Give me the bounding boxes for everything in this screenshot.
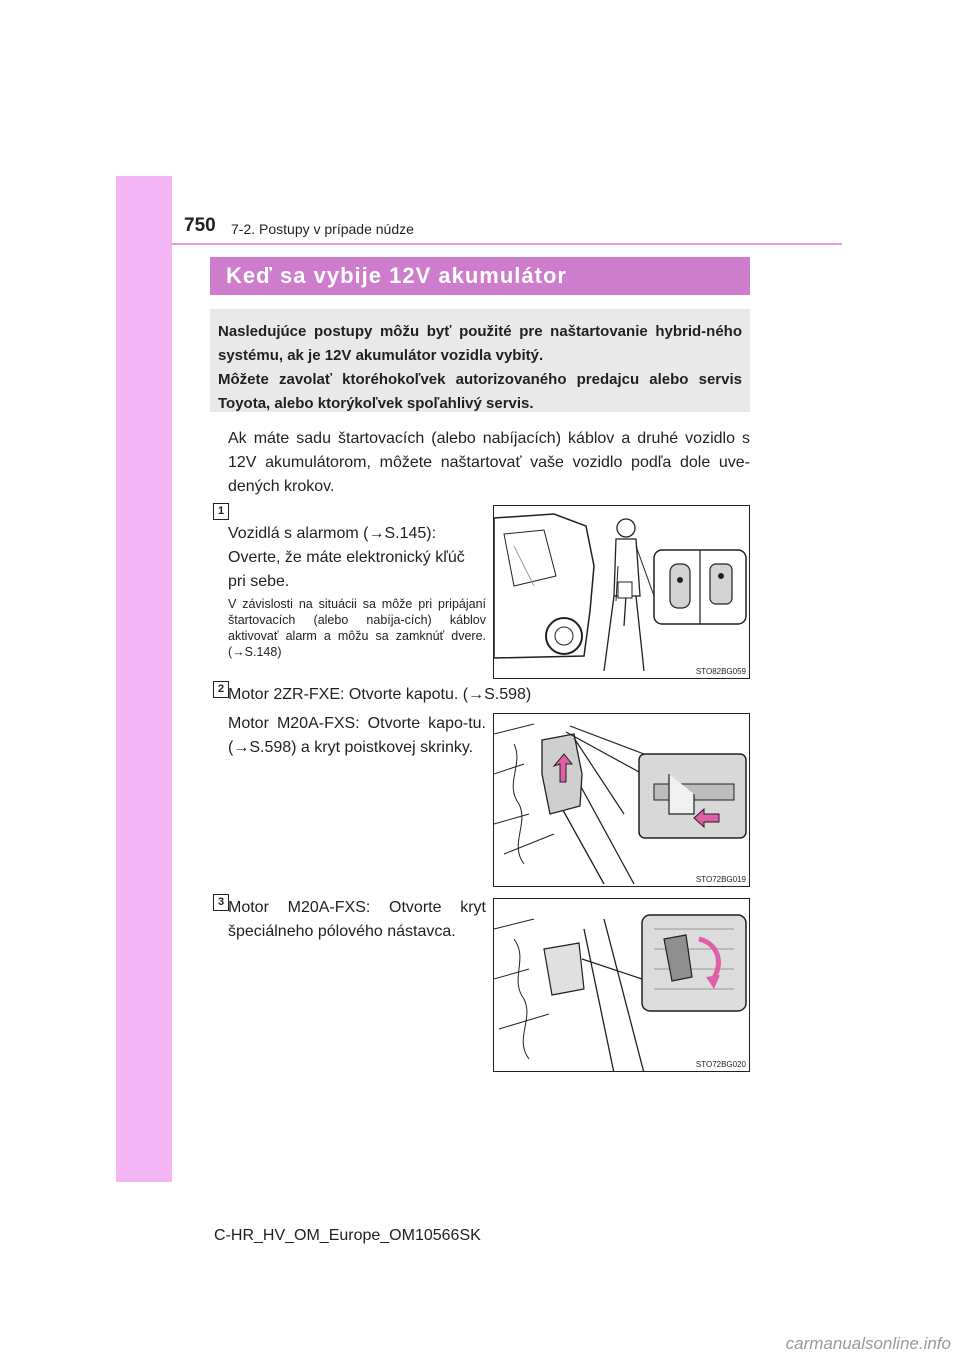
figure-code-2: STO72BG019 [695,875,746,884]
figure-terminal-cover-drawing [494,899,750,1072]
figure-code-3: STO72BG020 [695,1060,746,1069]
manual-id: C-HR_HV_OM_Europe_OM10566SK [214,1227,481,1244]
chapter-title: 7-2. Postupy v prípade núdze [231,221,414,237]
step-number-2: 2 [213,681,229,698]
intro-line-2: Môžete zavolať ktoréhokoľvek autorizovaného predajcu alebo servis Toyota, alebo ktorýkoľvek spoľahlivý servis. [218,371,742,412]
watermark: carmanualsonline.info [785,1334,951,1353]
figure-key-check-drawing [494,506,750,679]
step-2-text-a: Motor 2ZR-FXE: Otvorte kapotu. (→S.598) [228,686,532,703]
header-divider [172,243,842,245]
step-3-text: Motor M20A-FXS: Otvorte kryt špeciálneho pólového nástavca. [228,899,486,940]
figure-fuse-box [493,713,750,887]
section-title-bar [210,257,750,295]
page-number: 750 [184,215,216,236]
chapter-sidebar-tab [116,176,172,1182]
figure-code-1: STO82BG059 [695,667,746,676]
section-title: Keď sa vybije 12V akumulátor [226,263,567,288]
intro-box [210,309,750,412]
step-number-1: 1 [213,503,229,520]
step-2-text-b: Motor M20A-FXS: Otvorte kapo-tu. (→S.598) a kryt poistkovej skrinky. [228,715,486,756]
figure-key-check [493,505,750,679]
figure-terminal-cover [493,898,750,1072]
step-number-3: 3 [213,894,229,911]
step-1-text: Vozidlá s alarmom (→S.145): Overte, že máte elektronický kľúč pri sebe. [228,525,465,590]
step-1-note: V závislosti na situácii sa môže pri pripájaní štartovacích (alebo nabíja-cích) káblov aktivovať alarm a môžu sa zamknúť dvere. (→S.148) [228,597,486,659]
figure-fuse-box-drawing [494,714,750,887]
intro-line-1: Nasledujúce postupy môžu byť použité pre naštartovanie hybrid-ného systému, ak je 12V akumulátor vozidla vybitý. [218,323,742,364]
body-paragraph: Ak máte sadu štartovacích (alebo nabíjacích) káblov a druhé vozidlo s 12V akumulátorom, môžete naštartovať vaše vozidlo podľa dole uve-dených krokov. [228,430,750,495]
